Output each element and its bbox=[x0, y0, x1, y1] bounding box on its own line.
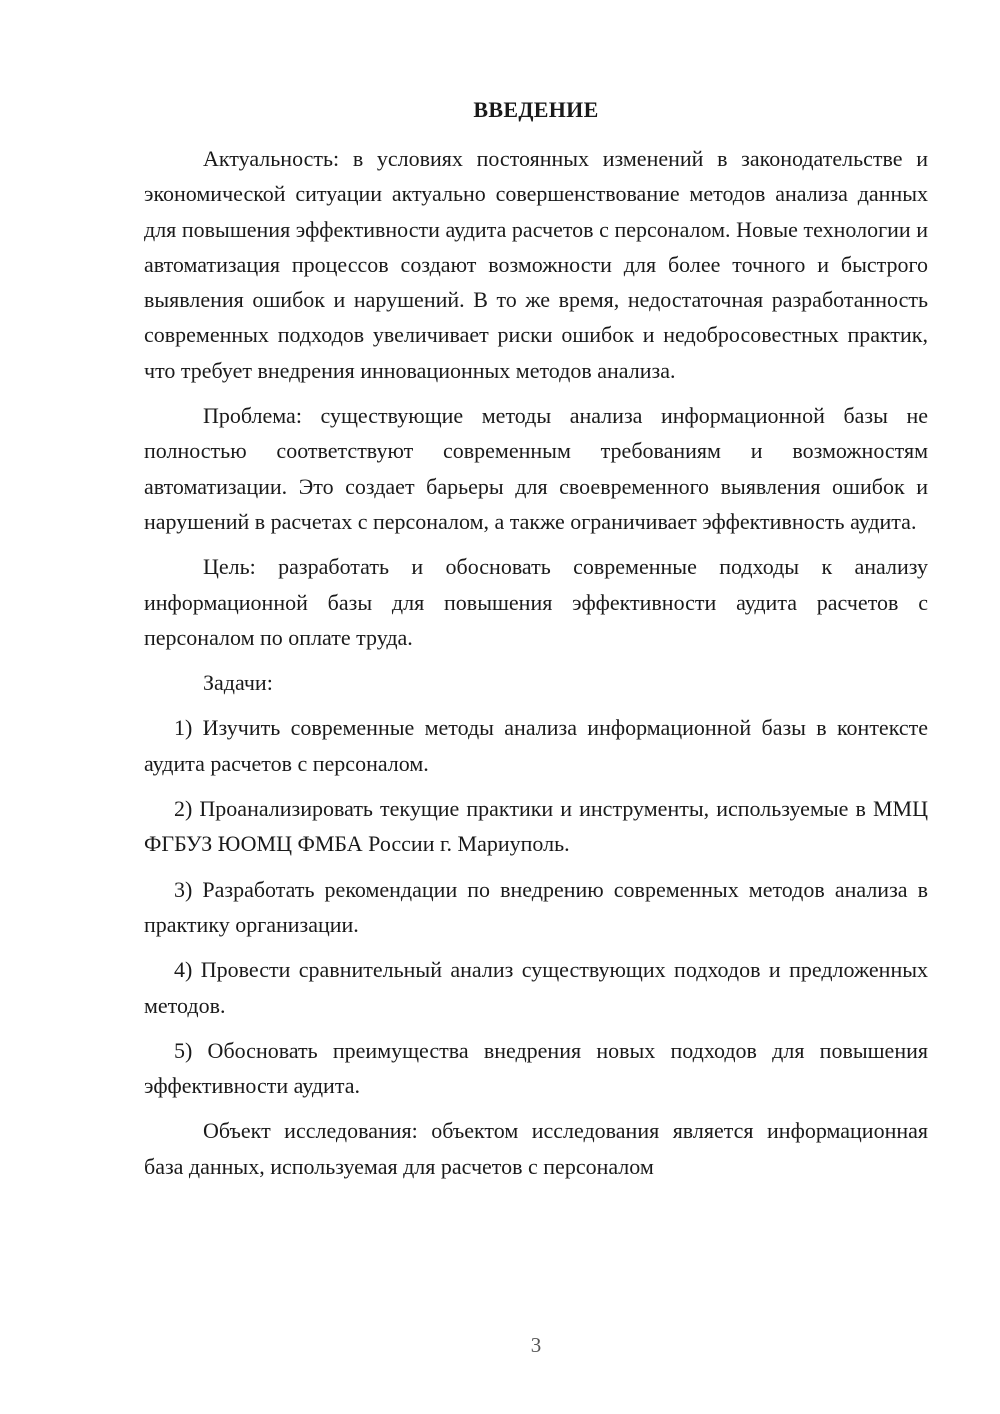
task-item-3: 3) Разработать рекомендации по внедрению современных методов анализа в практику организации. bbox=[144, 876, 928, 937]
task-item-2: 2) Проанализировать текущие практики и инструменты, используемые в ММЦ ФГБУЗ ЮОМЦ ФМБА России г. Мариуполь. bbox=[144, 796, 928, 857]
paragraph-problem: Проблема: существующие методы анализа информационной базы не полностью соответствуют современным требованиям и возможностям автоматизации. Это создает барьеры для своевременного выявления ошибок и нарушений в расчетах с персоналом, а также ограничивает эффективность аудита. bbox=[144, 403, 928, 534]
paragraph-goal: Цель: разработать и обосновать современные подходы к анализу информационной базы для повышения эффективности аудита расчетов с персоналом по оплате труда. bbox=[144, 554, 928, 650]
paragraph-relevance: Актуальность: в условиях постоянных изменений в законодательстве и экономической ситуации актуально совершенствование методов анализа данных для повышения эффективности аудита расчетов с персоналом. Новые технологии и автоматизация процессов создают возможности для более точного и быстрого выявления ошибок и нарушений. В то же время, недостаточная разработанность современных подходов увеличивает риски ошибок и недобросовестных практик, что требует внедрения инновационных методов анализа. bbox=[144, 146, 928, 383]
page-title: ВВЕДЕНИЕ bbox=[473, 97, 599, 122]
page-number: 3 bbox=[530, 1333, 542, 1357]
task-item-1: 1) Изучить современные методы анализа информационной базы в контексте аудита расчетов с персоналом. bbox=[144, 715, 928, 776]
document-body bbox=[144, 92, 928, 1184]
task-item-5: 5) Обосновать преимущества внедрения новых подходов для повышения эффективности аудита. bbox=[144, 1037, 928, 1099]
task-item-4: 4) Провести сравнительный анализ существующих подходов и предложенных методов. bbox=[144, 957, 928, 1018]
tasks-label: Задачи: bbox=[203, 670, 273, 696]
paragraph-object: Объект исследования: объектом исследования является информационная база данных, используемая для расчетов с персоналом bbox=[144, 1118, 928, 1179]
